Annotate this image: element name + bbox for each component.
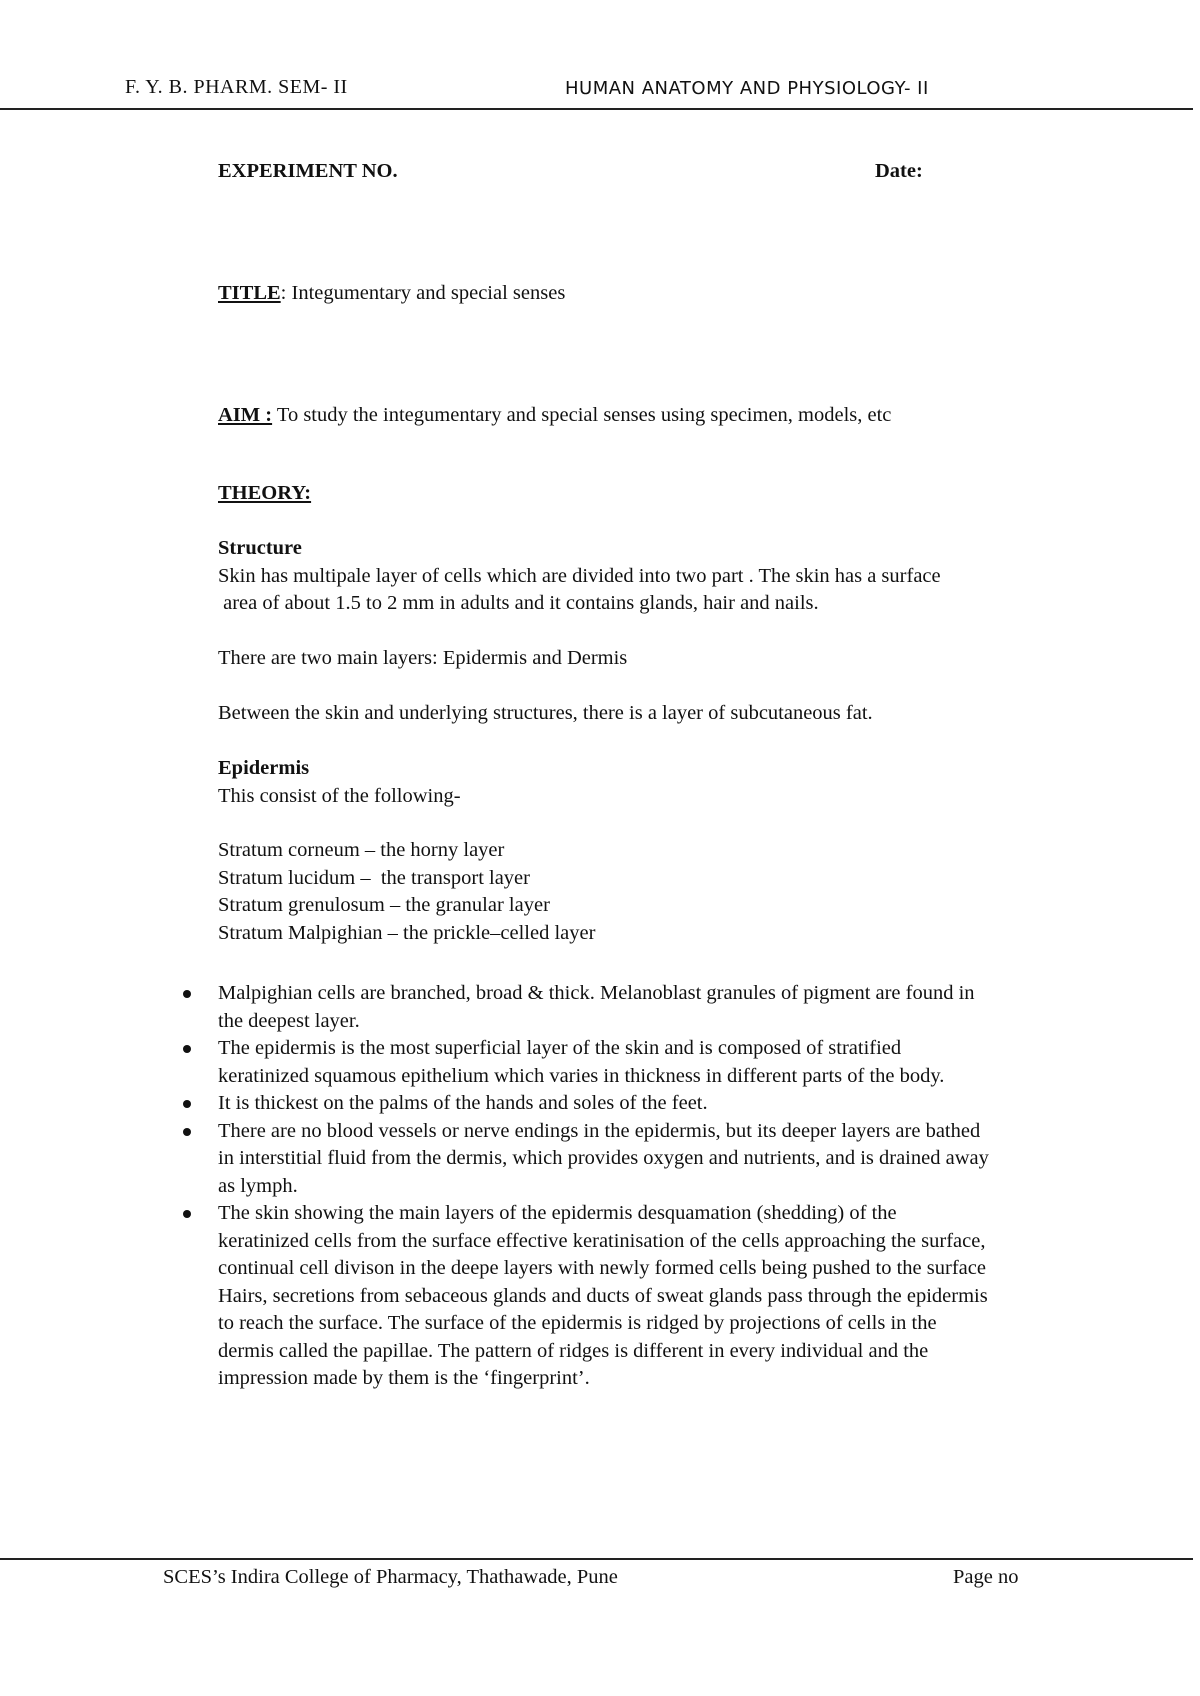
subcutaneous-paragraph <box>218 700 873 728</box>
bullet-item: Malpighian cells are branched, broad & thick. Melanoblast granules of pigment are found in the deepest layer. <box>175 980 1135 1035</box>
title-text: : Integumentary and special senses <box>280 282 566 304</box>
bullet-item: The skin showing the main layers of the epidermis desquamation (shedding) of the keratinized cells from the surface effective keratinisation of the cells approaching the surface, continual cell divison in the deepe layers with newly formed cells being pushed to the surface Hairs, secretions from sebaceous glands and ducts of sweat glands pass through the epidermis to reach the surface. The surface of the epidermis is ridged by projections of cells in the dermis called the papillae. The pattern of ridges is different in every individual and the impression made by them is the ‘fingerprint’. <box>175 1200 1135 1393</box>
theory-heading <box>218 482 311 505</box>
stratum-item: Stratum lucidum – the transport layer <box>218 866 530 889</box>
aim-line <box>218 404 891 427</box>
title-label: TITLE <box>218 282 281 304</box>
bullet-item: There are no blood vessels or nerve endings in the epidermis, but its deeper layers are bathed in interstitial fluid from the dermis, which provides oxygen and nutrients, and is drained away as lymph. <box>175 1118 1135 1201</box>
bullet-dot-icon <box>183 1210 191 1218</box>
epidermis-bullet-list <box>175 980 1135 1393</box>
footer-rule <box>0 1558 1193 1560</box>
title-line <box>218 282 565 305</box>
header-subject: HUMAN ANATOMY AND PHYSIOLOGY- II <box>565 78 929 99</box>
epidermis-section <box>218 755 461 810</box>
theory-label: THEORY: <box>218 482 312 504</box>
header-rule <box>0 108 1193 110</box>
layers-paragraph <box>218 645 627 673</box>
stratum-item: Stratum corneum – the horny layer <box>218 839 505 861</box>
experiment-number-label: EXPERIMENT NO. <box>218 160 398 182</box>
stratum-item: Stratum Malpighian – the prickle–celled layer <box>218 921 596 944</box>
footer-page-number: Page no <box>953 1566 1019 1588</box>
strata-list <box>218 837 595 947</box>
epidermis-heading: Epidermis <box>218 757 310 779</box>
footer-institution: SCES’s Indira College of Pharmacy, Thathawade, Pune <box>163 1566 618 1588</box>
aim-label: AIM : <box>218 404 273 426</box>
layers-text: There are two main layers: Epidermis and Dermis <box>218 647 628 669</box>
structure-section <box>218 535 941 618</box>
subcutaneous-text: Between the skin and underlying structures, there is a layer of subcutaneous fat. <box>218 702 873 724</box>
aim-text: To study the integumentary and special senses using specimen, models, etc <box>272 404 892 426</box>
stratum-item: Stratum grenulosum – the granular layer <box>218 894 550 916</box>
bullet-item: It is thickest on the palms of the hands and soles of the feet. <box>175 1090 1135 1118</box>
bullet-dot-icon <box>183 1100 191 1108</box>
bullet-dot-icon <box>183 990 191 998</box>
bullet-item: The epidermis is the most superficial layer of the skin and is composed of stratified keratinized squamous epithelium which varies in thickness in different parts of the body. <box>175 1035 1135 1090</box>
structure-line: Skin has multipale layer of cells which are divided into two part . The skin has a surface <box>218 564 941 587</box>
bullet-dot-icon <box>183 1128 191 1136</box>
bullet-dot-icon <box>183 1045 191 1053</box>
epidermis-intro: This consist of the following- <box>218 784 461 807</box>
structure-line: area of about 1.5 to 2 mm in adults and it contains glands, hair and nails. <box>218 592 819 614</box>
date-label: Date: <box>875 160 923 182</box>
header-course: F. Y. B. PHARM. SEM- II <box>125 76 348 98</box>
structure-heading: Structure <box>218 537 302 559</box>
